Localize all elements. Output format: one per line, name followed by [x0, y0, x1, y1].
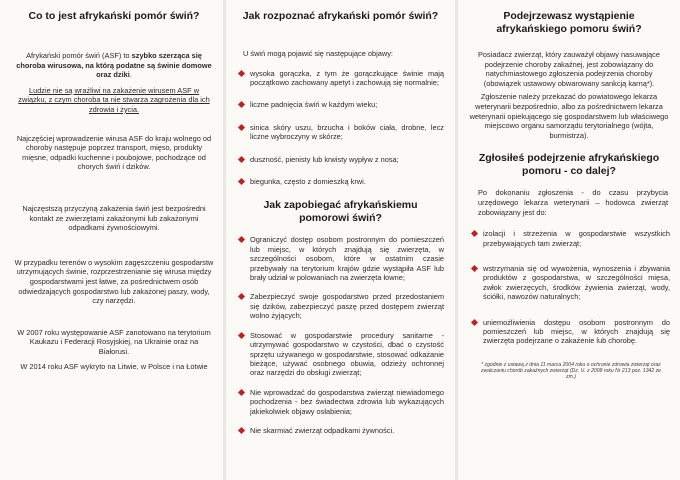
paragraph-introduction-routes: Najczęściej wprowadzenie wirusa ASF do kraju wolnego od choroby następuje poprzez transport, mięso, produkty mięsne, odpadki kuchenne i poubojowe, pochodzące od chorych świń i dzików.: [16, 133, 212, 172]
obligations-list: [468, 229, 670, 346]
section-title-what-is-asf: Co to jest afrykański pomór świń?: [28, 10, 200, 22]
list-item: Stosować w gospodarstwie procedury sanitarne - utrzymywać gospodarstwo w czystości, dbać o czystość sprzętu używanego w gospodarstwie, stosować odkażanie bieżące, używać osobnego obuwia, odzieży ochronnej oraz narzędzi do obsługi zwierząt;: [237, 331, 444, 378]
list-item: uniemożliwienia dostępu osobom postronnym do pomieszczeń lub miejsc, w których znajdują się zwierzęta podejrzane o zakażenie lub chorobę.: [470, 318, 670, 346]
section-title-prevent: Jak zapobiegać afrykańskiemu pomorowi świń?: [263, 199, 418, 225]
paragraph-history-2007: W 2007 roku występowanie ASF zanotowano na terytorium Kaukazu i Federacji Rosyjskiej, na Ukrainie oraz na Białorusi.: [17, 327, 211, 356]
footnote: * zgodnie z ustawą z dnia 11 marca 2004 roku o ochronie zdrowia zwierząt oraz zwalczaniu chorób zakaźnych zwierząt (Dz. U. z 2008 roku Nr 213 poz. 1342 ze zm.): [480, 361, 662, 381]
column-divider: [223, 0, 226, 480]
section-title-suspicion: Podejrzewasz wystąpienie afrykańskiego pomoru świń?: [496, 10, 642, 35]
list-item: izolacji i strzeżenia w gospodarstwie wszystkich przebywających tam zwierząt;: [470, 229, 670, 248]
list-item: wysoka gorączka, z tym że gorączkujące świnie mają początkowo zachowany apetyt i zachowują się normalnie;: [237, 69, 444, 88]
list-item: Nie skarmiać zwierząt odpadkami żywności.: [237, 426, 444, 435]
definition-text: Afrykański pomór świń (ASF) to: [26, 51, 132, 60]
paragraph-infection-cause: Najczęstszą przyczyną zakażenia świń jest bezpośredni kontakt ze zwierzętami zakażonymi lub zakażonymi odpadkami żywnościowymi.: [22, 203, 206, 233]
after-report-lead: Po dokonaniu zgłoszenia - do czasu przybycia urzędowego lekarza weterynarii – hodowca zwierząt zobowiązany jest do:: [478, 188, 668, 217]
list-item: liczne padnięcia świń w każdym wieku;: [237, 100, 444, 109]
list-item: Ograniczyć dostęp osobom postronnym do pomieszczeń lub miejsc, w których znajdują się zwierzęta, w szczególności osobom, które w ostatnim czasie przebywały na terytorium krajów gdzie wystąpiła ASF lub brały udział w polowaniach na zwierzęta łowne;: [237, 235, 444, 282]
paragraph-spread: W przypadku terenów o wysokim zagęszczeniu gospodarstw utrzymujących świnie, rozprzestrzenianie się wirusa między gospodarstwami jest łatwe, za pośrednictwem osób odwiedzających gospodarstwo lub zakażonej paszy, wody, czy narzędzi.: [14, 257, 214, 306]
prevention-list: [237, 235, 444, 435]
paragraph-reporting-where: Zgłoszenie należy przekazać do powiatowego lekarza weterynarii bezpośrednio, albo za pośrednictwem lekarza weterynarii opiekującego się gospodarstwem lub właściwego miejscowo organu samorządu terytorialnego (wójta, burmistrza).: [469, 92, 669, 140]
list-item: Zabezpieczyć swoje gospodarstwo przed przedostaniem się dzików, zabezpieczyć paszę przed dostępem zwierząt wolno żyjących;: [237, 292, 444, 320]
paragraph-human-safety: Ludzie nie są wrażliwi na zakażenie wirusem ASF w związku, z czym choroba ta nie stwarza zagrożenia dla ich zdrowia i życia.: [18, 85, 210, 114]
column-what-is-asf: [0, 0, 222, 480]
definition-bold-text: szybko szerząca się choroba wirusowa, na którą podatne są świnie domowe oraz dziki: [16, 51, 212, 80]
column-suspicion-report: [460, 0, 680, 480]
symptoms-list: [237, 69, 444, 187]
list-item: biegunka, często z domieszką krwi.: [237, 177, 444, 186]
list-item: wstrzymania się od wywożenia, wynoszenia i zbywania produktów z gospodarstwa, w szczególności mięsa, zwłok zwierzęcych, środków żywienia zwierząt, wody, ściółki, nawozów naturalnych;: [470, 264, 670, 302]
paragraph-definition: [14, 51, 214, 80]
list-item: sinica skóry uszu, brzucha i boków ciała, drobne, lecz liczne wybroczyny w skórze;: [237, 123, 444, 142]
section-title-recognize: Jak rozpoznać afrykański pomór świń?: [242, 10, 439, 22]
column-divider: [455, 0, 458, 480]
paragraph-history-2014: W 2014 roku ASF wykryto na Litwie, w Polsce i na Łotwie: [20, 362, 208, 372]
definition-end: .: [129, 70, 132, 80]
list-item: duszność, pienisty lub krwisty wypływ z nosa;: [237, 155, 444, 164]
paragraph-reporting-duty: Posiadacz zwierząt, który zauważył objawy nasuwające podejrzenie choroby zakaźnej, jest zobowiązany do natychmiastowego zgłoszenia podejrzenia choroby (obowiązek ustawowy obwarowany sankcją karną*).: [478, 50, 660, 88]
symptoms-lead: U świń mogą pojawić się następujące objawy:: [243, 49, 393, 58]
list-item: Nie wprowadzać do gospodarstwa zwierząt niewiadomego pochodzenia - bez świadectwa zdrowia lub wykazujących jakiekolwiek objawy osłabienia;: [237, 388, 444, 416]
column-recognize-prevent: [227, 0, 452, 480]
section-title-after-report: Zgłosiłeś podejrzenie afrykańskiego pomoru - co dalej?: [478, 152, 660, 178]
